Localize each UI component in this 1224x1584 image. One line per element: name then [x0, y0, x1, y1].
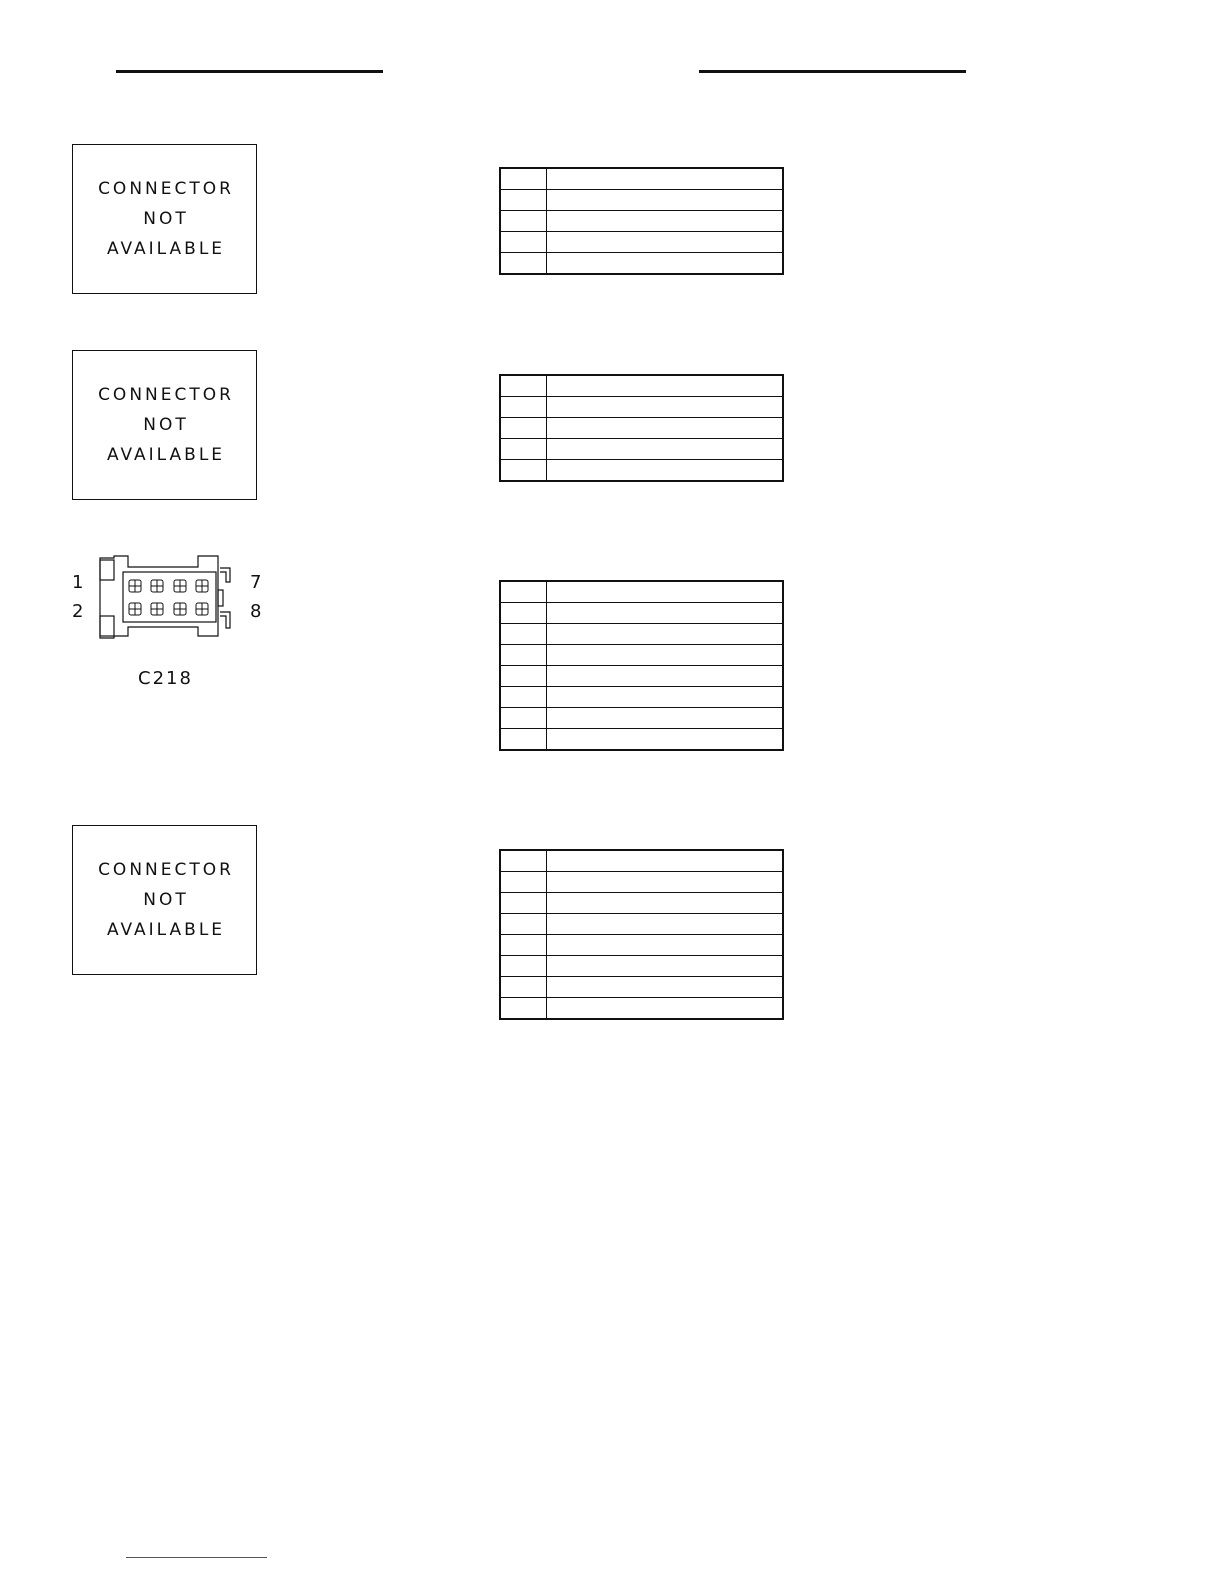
cavity-cell: [500, 624, 547, 645]
cavity-cell: [500, 708, 547, 729]
clip: [220, 568, 230, 582]
cavity-cell: [500, 729, 547, 751]
na-line-2: NOT: [143, 414, 189, 435]
table-row: [500, 729, 783, 751]
circuit-cell: [547, 232, 784, 253]
clip: [220, 612, 230, 628]
cavity-cell: [500, 397, 547, 418]
circuit-cell: [547, 253, 784, 275]
cavity-cell: [500, 603, 547, 624]
na-line-2: NOT: [143, 889, 189, 910]
table-row: [500, 397, 783, 418]
header-rule-left: [116, 70, 383, 73]
terminal-cavities: [129, 580, 208, 615]
circuit-cell: [547, 168, 784, 190]
table-row: [500, 850, 783, 872]
circuit-cell: [547, 914, 784, 935]
header-rule-right: [699, 70, 966, 73]
cavity-cell: [500, 232, 547, 253]
pin-label-top-right: 7: [250, 572, 262, 593]
terminal-cavity: [196, 603, 208, 615]
table-row: [500, 687, 783, 708]
cavity-cell: [500, 460, 547, 482]
na-line-1: CONNECTOR: [98, 859, 234, 880]
na-line-3: AVAILABLE: [106, 919, 226, 940]
circuit-cell: [547, 956, 784, 977]
circuit-cell: [547, 998, 784, 1020]
table-row: [500, 666, 783, 687]
circuit-cell: [547, 190, 784, 211]
connector-not-available-box: [72, 825, 257, 975]
connector-not-available-box: [72, 144, 257, 294]
circuit-cell: [547, 375, 784, 397]
pin-label-top-left: 1: [72, 572, 84, 593]
circuit-cell: [547, 977, 784, 998]
na-line-1: CONNECTOR: [98, 384, 234, 405]
table-row: [500, 998, 783, 1020]
cavity-table: [499, 849, 784, 1020]
table-row: [500, 211, 783, 232]
circuit-cell: [547, 581, 784, 603]
cavity-cell: [500, 687, 547, 708]
footer-link-underline[interactable]: [126, 1557, 267, 1558]
table-row: [500, 893, 783, 914]
table-row: [500, 645, 783, 666]
terminal-cavity: [151, 580, 163, 592]
terminal-cavity: [129, 580, 141, 592]
cavity-cell: [500, 375, 547, 397]
terminal-cavity: [174, 603, 186, 615]
circuit-cell: [547, 850, 784, 872]
circuit-cell: [547, 439, 784, 460]
cavity-cell: [500, 645, 547, 666]
terminal-cavity: [196, 580, 208, 592]
cavity-cell: [500, 581, 547, 603]
table-row: [500, 603, 783, 624]
circuit-cell: [547, 460, 784, 482]
table-row: [500, 375, 783, 397]
table-row: [500, 935, 783, 956]
table-row: [500, 624, 783, 645]
cavity-cell: [500, 211, 547, 232]
cavity-cell: [500, 168, 547, 190]
latch-tab: [100, 560, 114, 580]
circuit-cell: [547, 645, 784, 666]
circuit-cell: [547, 687, 784, 708]
circuit-cell: [547, 872, 784, 893]
cavity-cell: [500, 914, 547, 935]
table-row: [500, 168, 783, 190]
table-row: [500, 581, 783, 603]
circuit-cell: [547, 729, 784, 751]
connector-not-available-box: [72, 350, 257, 500]
terminal-cavity: [151, 603, 163, 615]
circuit-cell: [547, 397, 784, 418]
circuit-cell: [547, 935, 784, 956]
cavity-cell: [500, 893, 547, 914]
cavity-cell: [500, 872, 547, 893]
terminal-cavity: [129, 603, 141, 615]
connector-face-drawing: [60, 550, 250, 650]
circuit-cell: [547, 624, 784, 645]
table-row: [500, 460, 783, 482]
cavity-table: [499, 580, 784, 751]
circuit-cell: [547, 893, 784, 914]
table-row: [500, 977, 783, 998]
connector-name: C218: [138, 668, 193, 689]
table-row: [500, 708, 783, 729]
table-row: [500, 190, 783, 211]
circuit-cell: [547, 418, 784, 439]
circuit-cell: [547, 211, 784, 232]
polarity-key: [218, 590, 223, 606]
cavity-table: [499, 167, 784, 275]
table-row: [500, 418, 783, 439]
cavity-cell: [500, 956, 547, 977]
cavity-cell: [500, 439, 547, 460]
na-line-1: CONNECTOR: [98, 178, 234, 199]
na-line-2: NOT: [143, 208, 189, 229]
cavity-table: [499, 374, 784, 482]
cavity-cell: [500, 666, 547, 687]
pin-label-bottom-right: 8: [250, 601, 262, 622]
housing-outline: [100, 556, 218, 638]
table-row: [500, 956, 783, 977]
na-line-3: AVAILABLE: [106, 238, 226, 259]
table-row: [500, 232, 783, 253]
circuit-cell: [547, 708, 784, 729]
na-line-3: AVAILABLE: [106, 444, 226, 465]
cavity-cell: [500, 418, 547, 439]
cavity-cell: [500, 998, 547, 1020]
latch-tab: [100, 616, 114, 636]
cavity-cell: [500, 935, 547, 956]
pin-label-bottom-left: 2: [72, 601, 84, 622]
table-row: [500, 872, 783, 893]
circuit-cell: [547, 666, 784, 687]
cavity-cell: [500, 977, 547, 998]
table-row: [500, 253, 783, 275]
table-row: [500, 439, 783, 460]
circuit-cell: [547, 603, 784, 624]
table-row: [500, 914, 783, 935]
cavity-cell: [500, 850, 547, 872]
terminal-cavity: [174, 580, 186, 592]
cavity-cell: [500, 253, 547, 275]
cavity-cell: [500, 190, 547, 211]
